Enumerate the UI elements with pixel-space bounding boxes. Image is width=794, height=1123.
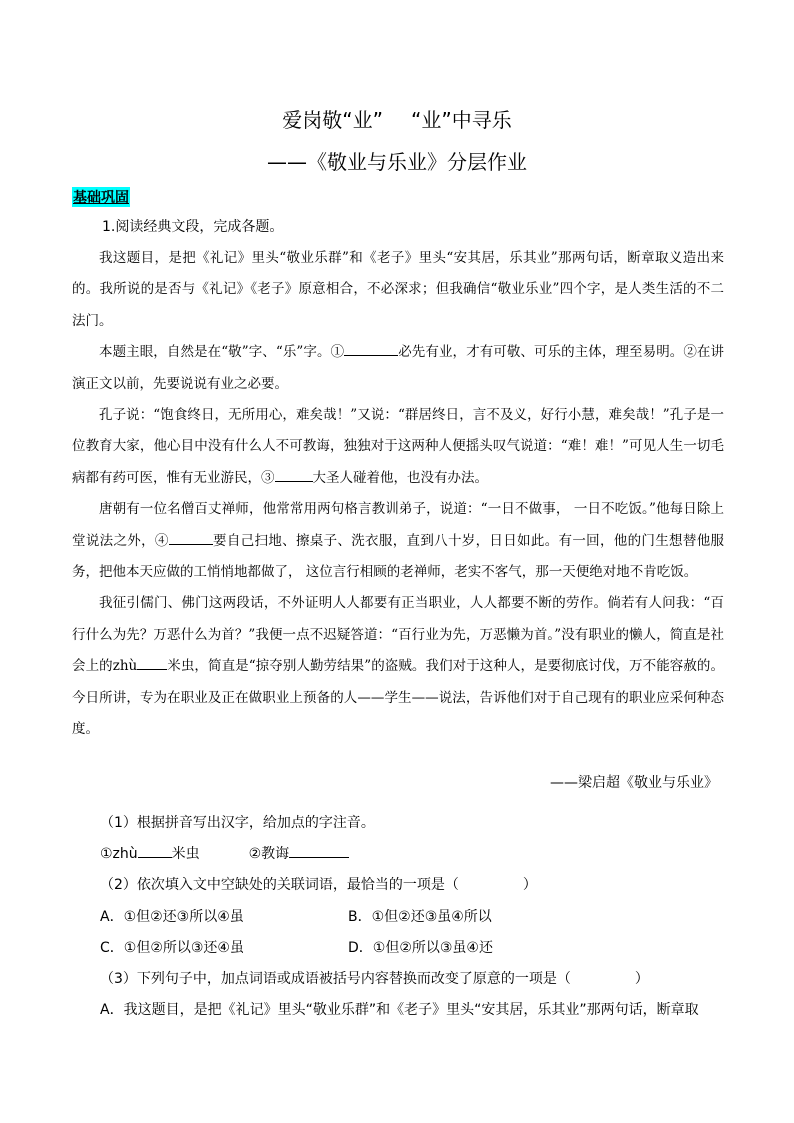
title-part-1: 爱岗敬“业” — [282, 108, 383, 132]
answer-blank-1[interactable] — [138, 843, 172, 858]
passage-paragraph-1: 我这题目，是把《礼记》里头“敬业乐群”和《老子》里头“安其居，乐其业”那两句话，断章取义造出来的。我所说的是否与《礼记》《老子》原意相合，不必深求；但我确信“敬业乐业”四个字，是人类生活的不二法门。 — [72, 250, 724, 329]
section-label: 基础巩固 — [72, 187, 130, 207]
option-2b[interactable]: B．①但②还③虽④所以 — [348, 909, 492, 925]
title-part-2: “业”中寻乐 — [411, 108, 512, 132]
reading-passage — [72, 243, 724, 746]
blank-4 — [169, 530, 213, 545]
blank-3 — [275, 467, 313, 482]
option-2d[interactable]: D．①但②所以③虽④还 — [348, 940, 493, 956]
passage-source: ——梁启超《敬业与乐业》 — [550, 775, 718, 791]
passage-paragraph-5: 我征引儒门、佛门这两段话，不外证明人人都要有正当职业，人人都要不断的劳作。倘若有人问我：“百行什么为先？万恶什么为首？”我便一点不迟疑答道：“百行业为先，万恶懒为首。”没有职业的懒人，简直是社会上的zhù 米虫，简直是“掠夺别人勤劳结果”的盗贼。我们对于这种人，是要彻底讨伐，万不能容赦的。今日所讲，专为在职业及正在做职业上预备的人——学生——说法，告诉他们对于自己现有的职业应采何种态度。 — [72, 595, 724, 738]
subtitle: ——《敬业与乐业》分层作业 — [267, 150, 527, 174]
passage-paragraph-3: 孔子说：“饱食终日，无所用心，难矣哉！”又说：“群居终日，言不及义，好行小慧，难矣哉！”孔子是一位教育大家，他心目中没有什么人不可教诲，独独对于这两种人便摇头叹气说道：“难！难！”可见人生一切毛病都有药可医，惟有无业游民，③ 大圣人碰着他，也没有办法。 — [72, 407, 724, 486]
passage-paragraph-4: 唐朝有一位名僧百丈禅师，他常常用两句格言教训弟子，说道：“一日不做事， 一日不吃饭。”他每日除上堂说法之外，④ 要自己扫地、擦桌子、洗衣服，直到八十岁，日日如此。有一回，他的门生想替他服务，把他本天应做的工悄悄地都做了， 这位言行相顾的老禅师，老实不客气，那一天便绝对地不肯吃饭。 — [72, 501, 725, 581]
sub-question-3-stem: （3）下列句子中，加点词语或成语被括号内容替换而改变了原意的一项是（ ） — [100, 971, 649, 987]
blank-zhu — [137, 656, 167, 671]
question-1-intro: 1.阅读经典文段，完成各题。 — [102, 219, 284, 235]
passage-paragraph-2: 本题主眼，自然是在“敬”字、“乐”字。① 必先有业，才有可敬、可乐的主体，理至易明。②在讲演正文以前，先要说说有业之必要。 — [72, 337, 724, 400]
sub-question-2-stem: （2）依次填入文中空缺处的关联词语，最恰当的一项是（ ） — [100, 877, 537, 893]
option-3a[interactable]: A．我这题目，是把《礼记》里头“敬业乐群”和《老子》里头“安其居，乐其业”那两句话，断章取 — [100, 1002, 699, 1018]
option-2a[interactable]: A．①但②还③所以④虽 — [100, 909, 244, 925]
title-line-1 — [0, 104, 794, 133]
sub-question-1-items: ①zhù 米虫 ②教诲 — [100, 843, 349, 863]
option-2c[interactable]: C．①但②所以③还④虽 — [100, 940, 244, 956]
sub-question-1-stem: （1）根据拼音写出汉字，给加点的字注音。 — [100, 815, 375, 831]
answer-blank-2[interactable] — [289, 843, 349, 858]
blank-1 — [344, 342, 398, 357]
